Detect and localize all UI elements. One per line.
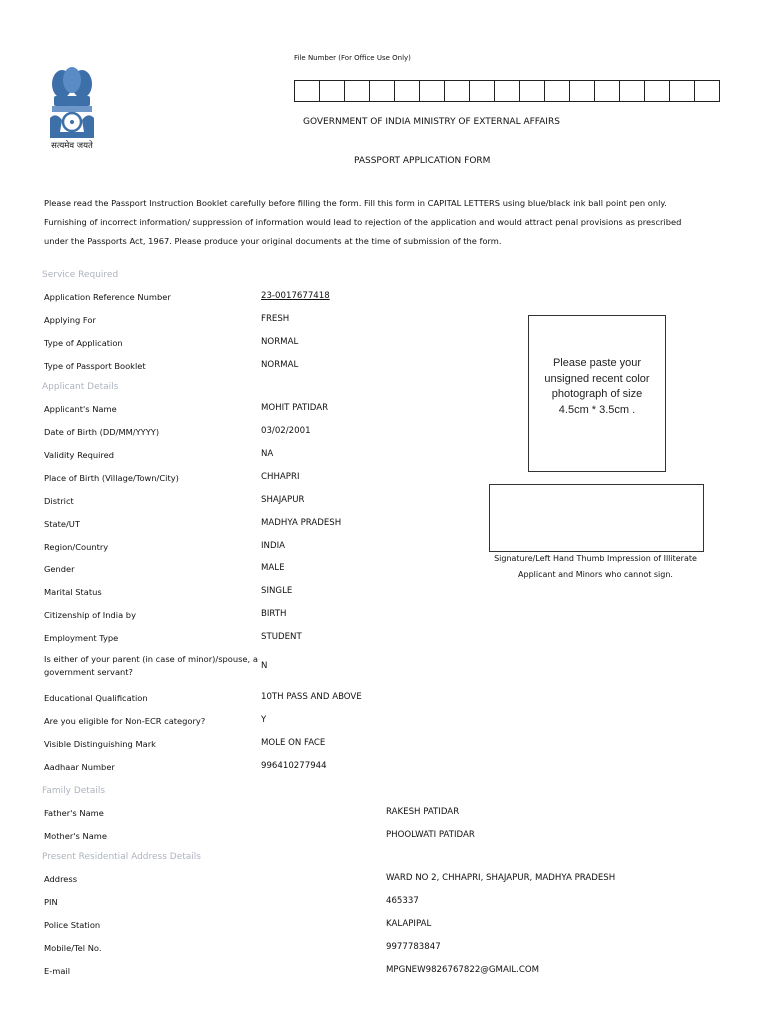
label-region: Region/Country [44, 542, 109, 552]
label-police-station: Police Station [44, 920, 101, 930]
government-title: GOVERNMENT OF INDIA MINISTRY OF EXTERNAL AFFAIRS [303, 117, 560, 127]
value-address: WARD NO 2, CHHAPRI, SHAJAPUR, MADHYA PRADESH [386, 873, 616, 883]
label-pin: PIN [44, 897, 58, 907]
label-mother-name: Mother's Name [44, 831, 107, 841]
section-family-details: Family Details [42, 786, 106, 796]
label-employment-type: Employment Type [44, 633, 119, 643]
value-government-servant: N [261, 661, 268, 671]
file-number-cell[interactable] [670, 81, 695, 101]
value-applying-for: FRESH [261, 314, 290, 324]
photo-box[interactable] [528, 315, 666, 472]
value-pin: 465337 [386, 896, 419, 906]
label-distinguishing-mark: Visible Distinguishing Mark [44, 739, 156, 749]
value-date-of-birth: 03/02/2001 [261, 426, 311, 436]
label-education: Educational Qualification [44, 693, 148, 703]
photo-line-1: Please paste your [552, 357, 642, 369]
file-number-cell[interactable] [520, 81, 545, 101]
label-citizenship: Citizenship of India by [44, 610, 136, 620]
label-application-reference: Application Reference Number [44, 292, 171, 302]
value-distinguishing-mark: MOLE ON FACE [261, 738, 326, 748]
value-place-of-birth: CHHAPRI [261, 472, 300, 482]
value-type-of-booklet: NORMAL [261, 360, 299, 370]
file-number-cell[interactable] [370, 81, 395, 101]
file-number-cell[interactable] [545, 81, 570, 101]
photo-line-2: unsigned recent color [544, 372, 650, 385]
value-mother-name: PHOOLWATI PATIDAR [386, 830, 475, 840]
value-employment-type: STUDENT [261, 632, 302, 642]
value-mobile: 9977783847 [386, 942, 441, 952]
value-aadhaar: 996410277944 [261, 761, 327, 771]
instructions-paragraph: Please read the Passport Instruction Booklet carefully before filling the form. Fill this form in CAPITAL LETTERS using blue/black ink ball point pen only. Furnishing of incorrect information/ suppression of information would lead to rejection of the application and would attract penal provisions as prescribed under the Passports Act, 1967. Please produce your original documents at the time of submission of the form. [44, 198, 682, 246]
file-number-cell[interactable] [495, 81, 520, 101]
photo-instructions [529, 356, 665, 418]
label-district: District [44, 496, 74, 506]
form-title: PASSPORT APPLICATION FORM [354, 156, 491, 166]
value-applicant-name: MOHIT PATIDAR [261, 403, 329, 413]
emblem-motto: सत्यमेव जयते [51, 141, 93, 151]
label-type-of-booklet: Type of Passport Booklet [44, 361, 146, 371]
photo-line-4: 4.5cm * 3.5cm . [558, 403, 636, 416]
label-address: Address [44, 874, 78, 884]
label-aadhaar: Aadhaar Number [44, 762, 115, 772]
label-state: State/UT [44, 519, 80, 529]
value-district: SHAJAPUR [261, 495, 305, 505]
value-type-of-application: NORMAL [261, 337, 299, 347]
section-address-details: Present Residential Address Details [42, 852, 201, 862]
file-number-cell[interactable] [695, 81, 719, 101]
signature-caption [489, 551, 702, 583]
label-applicant-name: Applicant's Name [44, 404, 117, 414]
label-place-of-birth: Place of Birth (Village/Town/City) [44, 473, 179, 483]
national-emblem [40, 62, 104, 156]
label-mobile: Mobile/Tel No. [44, 943, 102, 953]
section-applicant-details: Applicant Details [42, 382, 119, 392]
signature-caption-line-2: Applicant and Minors who cannot sign. [518, 570, 673, 579]
value-police-station: KALAPIPAL [386, 919, 432, 929]
value-gender: MALE [261, 563, 285, 573]
file-number-cell[interactable] [395, 81, 420, 101]
value-state: MADHYA PRADESH [261, 518, 342, 528]
value-region: INDIA [261, 541, 285, 551]
file-number-cell[interactable] [570, 81, 595, 101]
label-government-servant: Is either of your parent (in case of minor)/spouse, a government servant? [44, 654, 258, 677]
label-gender: Gender [44, 564, 75, 574]
file-number-cell[interactable] [595, 81, 620, 101]
value-citizenship: BIRTH [261, 609, 287, 619]
label-father-name: Father's Name [44, 808, 104, 818]
file-number-cell[interactable] [320, 81, 345, 101]
file-number-boxes[interactable] [294, 80, 720, 102]
file-number-cell[interactable] [295, 81, 320, 101]
value-application-reference: 23-0017677418 [261, 291, 330, 301]
label-validity: Validity Required [44, 450, 115, 460]
label-marital-status: Marital Status [44, 587, 102, 597]
file-number-cell[interactable] [420, 81, 445, 101]
label-applying-for: Applying For [44, 315, 96, 325]
label-non-ecr: Are you eligible for Non-ECR category? [44, 716, 206, 726]
label-date-of-birth: Date of Birth (DD/MM/YYYY) [44, 427, 160, 437]
file-number-cell[interactable] [345, 81, 370, 101]
label-email: E-mail [44, 966, 71, 976]
label-type-of-application: Type of Application [44, 338, 123, 348]
file-number-cell[interactable] [470, 81, 495, 101]
file-number-cell[interactable] [620, 81, 645, 101]
file-number-cell[interactable] [645, 81, 670, 101]
file-number-label: File Number (For Office Use Only) [294, 54, 411, 62]
file-number-cell[interactable] [445, 81, 470, 101]
value-validity: NA [261, 449, 274, 459]
photo-line-3: photograph of size [551, 388, 643, 400]
value-father-name: RAKESH PATIDAR [386, 807, 460, 817]
signature-box[interactable] [489, 484, 704, 552]
section-service-required: Service Required [42, 270, 119, 280]
value-marital-status: SINGLE [261, 586, 293, 596]
value-email: MPGNEW9826767822@GMAIL.COM [386, 965, 540, 975]
value-non-ecr: Y [261, 715, 267, 725]
value-education: 10TH PASS AND ABOVE [261, 692, 362, 702]
signature-caption-line-1: Signature/Left Hand Thumb Impression of Illiterate [494, 554, 697, 563]
